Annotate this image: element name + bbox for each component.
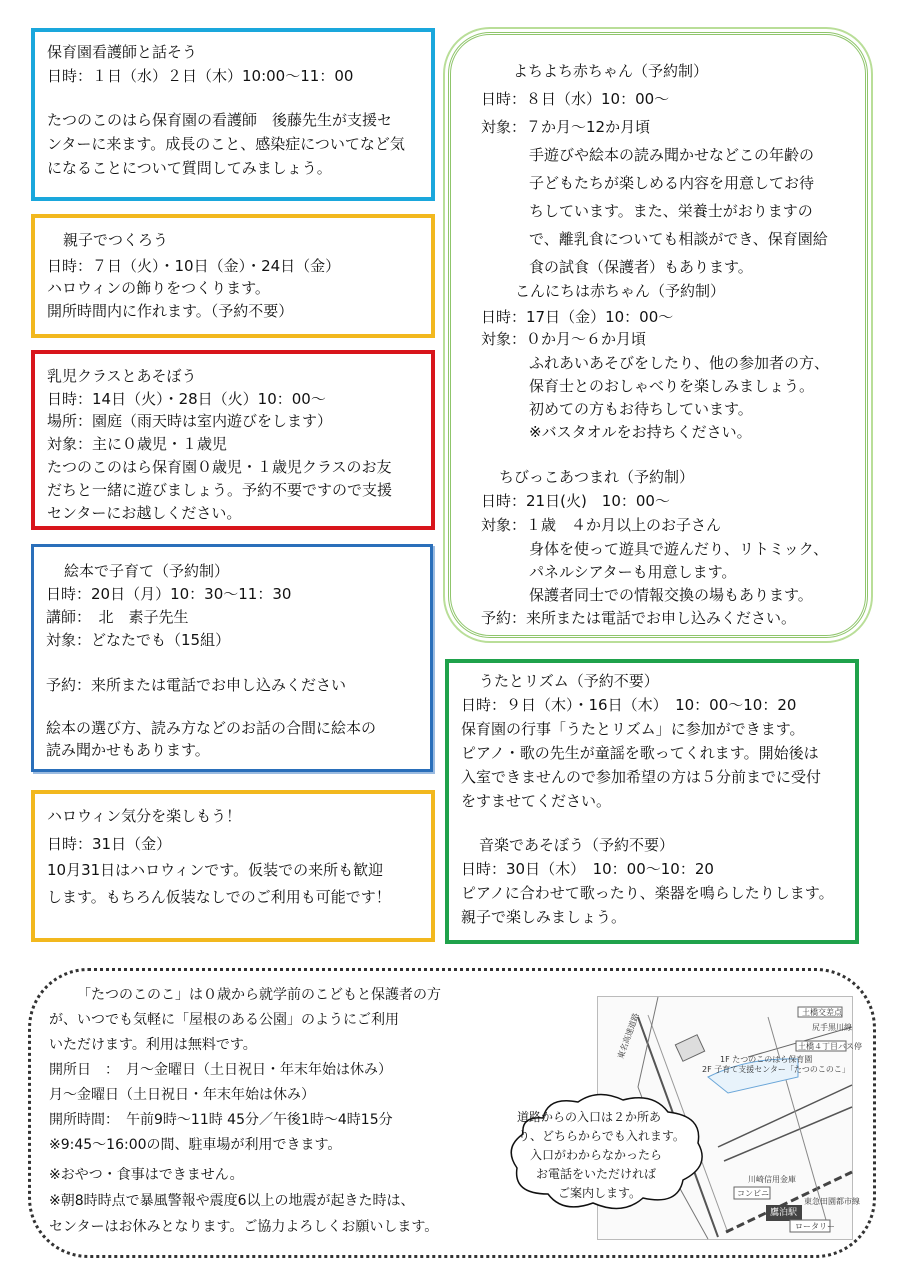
nurse-title: 保育園看護師と話そう (47, 43, 198, 61)
chibikko-body-3: 保護者同士での情報交換の場もあります。 (529, 586, 813, 604)
baby1-body-3: ちしています。また、栄養士がおりますの (529, 202, 813, 220)
chibikko-title: ちびっこあつまれ（予約制） (499, 468, 695, 486)
infant-title: 乳児クラスとあそぼう (47, 367, 197, 385)
baby2-body-4: ※バスタオルをお持ちください。 (529, 423, 752, 441)
music-body-2: 親子で楽しみましょう。 (461, 908, 627, 926)
baby1-body-4: で、離乳食についても相談ができ、保育園給 (529, 230, 828, 248)
nurse-date: 日時：１日（水）２日（木）10:00～11：00 (47, 67, 354, 85)
baby2-title: こんにちは赤ちゃん（予約制） (515, 282, 726, 300)
info-line-5: 月～金曜日（土日祝日・年末年始は休み） (49, 1087, 315, 1103)
info-line-3: いただけます。利用は無料です。 (49, 1037, 257, 1053)
map-label-bus: 土橋４丁目バス停 (798, 1042, 862, 1051)
rhythm-body-1: 保育園の行事「うたとリズム」に参加ができます。 (461, 720, 805, 738)
baby2-target: 対象：０か月～６か月頃 (481, 330, 647, 348)
music-title: 音楽であそぼう（予約不要） (479, 836, 675, 854)
music-events-box (445, 659, 859, 944)
halloween-date: 日時：31日（金） (47, 835, 172, 853)
picturebook-date: 日時：20日（月）10：30～11：30 (46, 585, 292, 603)
info-line-2: が、いつでも気軽に「屋根のある公園」のようにご利用 (49, 1012, 399, 1028)
nurse-body-1: たつのこのはら保育園の看護師 後藤先生が支援セ (47, 111, 393, 129)
nurse-box (31, 28, 435, 201)
map-label-crossing: 土橋交差点 (802, 1008, 842, 1017)
chibikko-date: 日時：21日(火) 10：00～ (481, 492, 670, 510)
chibikko-target: 対象：１歳 ４か月以上のお子さん (481, 516, 722, 534)
craft-box (31, 214, 435, 338)
info-line-9: ※朝8時時点で暴風警報や震度6以上の地震が起きた時は、 (49, 1193, 415, 1209)
info-line-6: 開所時間： 午前9時～11時 45分／午後1時～4時15分 (49, 1112, 393, 1128)
cloud-line-4: お電話をいただければ (536, 1167, 657, 1181)
baby-events-box (448, 32, 868, 638)
infant-body-1: たつのこのはら保育園０歳児・１歳児クラスのお友 (47, 458, 392, 476)
baby2-body-2: 保育士とのおしゃべりを楽しみましょう。 (529, 377, 815, 395)
info-line-4: 開所日 ： 月～金曜日（土日祝日・年末年始は休み） (49, 1062, 392, 1078)
baby1-body-2: 子どもたちが楽しめる内容を用意してお待 (529, 174, 815, 192)
picturebook-target: 対象：どなたでも（15組） (46, 631, 231, 649)
baby1-title: よちよち赤ちゃん（予約制） (513, 62, 709, 80)
map-label-center-sub: 1F たつのこのはら保育園 (720, 1055, 813, 1064)
halloween-box (31, 790, 435, 942)
nurse-body-3: になることについて質問してみましょう。 (47, 159, 332, 177)
info-line-1: 「たつのこのこ」は０歳から就学前のこどもと保護者の方 (77, 987, 441, 1003)
picturebook-box (31, 544, 433, 772)
infant-target: 対象：主に０歳児・１歳児 (47, 435, 228, 453)
rhythm-body-4: をすませてください。 (461, 792, 612, 810)
infant-box (31, 350, 435, 530)
baby1-target: 対象：７か月～12か月頃 (481, 118, 651, 136)
rhythm-date: 日時：９日（木）・16日（木） 10：00～10：20 (461, 696, 797, 714)
baby2-body-3: 初めての方もお待ちしています。 (529, 400, 753, 418)
halloween-body-2: します。もちろん仮装なしでのご利用も可能です！ (47, 888, 391, 906)
chibikko-body-1: 身体を使って遊具で遊んだり、リトミック、 (529, 540, 829, 558)
craft-body-1: ハロウィンの飾りをつくります。 (47, 279, 270, 297)
picturebook-title: 絵本で子育て（予約制） (64, 562, 230, 580)
nurse-body-2: ンターに来ます。成長のこと、感染症についてなど気 (47, 135, 405, 153)
infant-date: 日時：14日（火）・28日（火）10：00～ (47, 390, 326, 408)
cloud-line-2: り、どちらからでも入れます。 (518, 1129, 685, 1143)
map-label-conv: コンビニ (737, 1189, 769, 1198)
infant-place: 場所：園庭（雨天時は室内遊びをします） (47, 412, 333, 430)
baby2-date: 日時：17日（金）10：00～ (481, 308, 674, 326)
cloud-line-3: 入口がわからなかったら (530, 1148, 663, 1162)
rhythm-body-2: ピアノ・歌の先生が童謡を歌ってくれます。開始後は (461, 744, 819, 762)
map-label-line: 東急田園都市線 (804, 1197, 860, 1206)
info-line-8: ※おやつ・食事はできません。 (49, 1167, 244, 1183)
info-line-10: センターはお休みとなります。ご協力よろしくお願いします。 (49, 1219, 439, 1235)
map-label-route: 尻手黒川線 (812, 1023, 852, 1032)
picturebook-reserve: 予約：来所または電話でお申し込みください (46, 676, 347, 694)
cloud-line-5: ご案内します。 (558, 1186, 642, 1200)
map-label-station: 鷹泊駅 (770, 1208, 798, 1218)
baby2-body-1: ふれあいあそびをしたり、他の参加者の方、 (529, 354, 830, 372)
picturebook-body-1: 絵本の選び方、読み方などのお話の合間に絵本の (46, 719, 377, 737)
map-label-rotary: ロータリー (795, 1222, 835, 1231)
cloud-line-1: 道路からの入口は２か所あ (517, 1110, 662, 1124)
craft-title: 親子でつくろう (63, 231, 169, 249)
rhythm-title: うたとリズム（予約不要） (479, 672, 659, 690)
infant-body-2: だちと一緒に遊びましょう。予約不要ですので支援 (47, 481, 393, 499)
craft-date: 日時：７日（火）・10日（金）・24日（金） (47, 257, 341, 275)
music-date: 日時：30日（木） 10：00～10：20 (461, 860, 714, 878)
baby1-body-1: 手遊びや絵本の読み聞かせなどこの年齢の (529, 146, 815, 164)
infant-body-3: センターにお越しください。 (47, 504, 242, 522)
halloween-body-1: 10月31日はハロウィンです。仮装での来所も歓迎 (47, 861, 384, 879)
rhythm-body-3: 入室できませんので参加希望の方は５分前までに受付 (461, 768, 822, 786)
baby1-body-5: 食の試食（保護者）もあります。 (529, 258, 753, 276)
music-body-1: ピアノに合わせて歌ったり、楽器を鳴らしたりします。 (461, 884, 834, 902)
chibikko-reserve: 予約：来所または電話でお申し込みください。 (481, 609, 797, 627)
baby1-date: 日時：８日（水）10：00～ (481, 90, 670, 108)
craft-body-2: 開所時間内に作れます。（予約不要） (47, 302, 294, 320)
map-label-local: 川崎信用金庫 (748, 1175, 796, 1184)
map-label-center: 2F 子育て支援センター「たつのこのこ」 (702, 1065, 850, 1074)
info-line-7: ※9:45～16:00の間、駐車場が利用できます。 (49, 1137, 342, 1153)
picturebook-lecturer: 講師： 北 素子先生 (46, 608, 189, 626)
halloween-title: ハロウィン気分を楽しもう！ (47, 807, 242, 825)
chibikko-body-2: パネルシアターも用意します。 (529, 563, 737, 581)
picturebook-body-2: 読み聞かせもあります。 (46, 741, 210, 759)
map-label-road: 東名高速道路 (616, 1011, 641, 1061)
